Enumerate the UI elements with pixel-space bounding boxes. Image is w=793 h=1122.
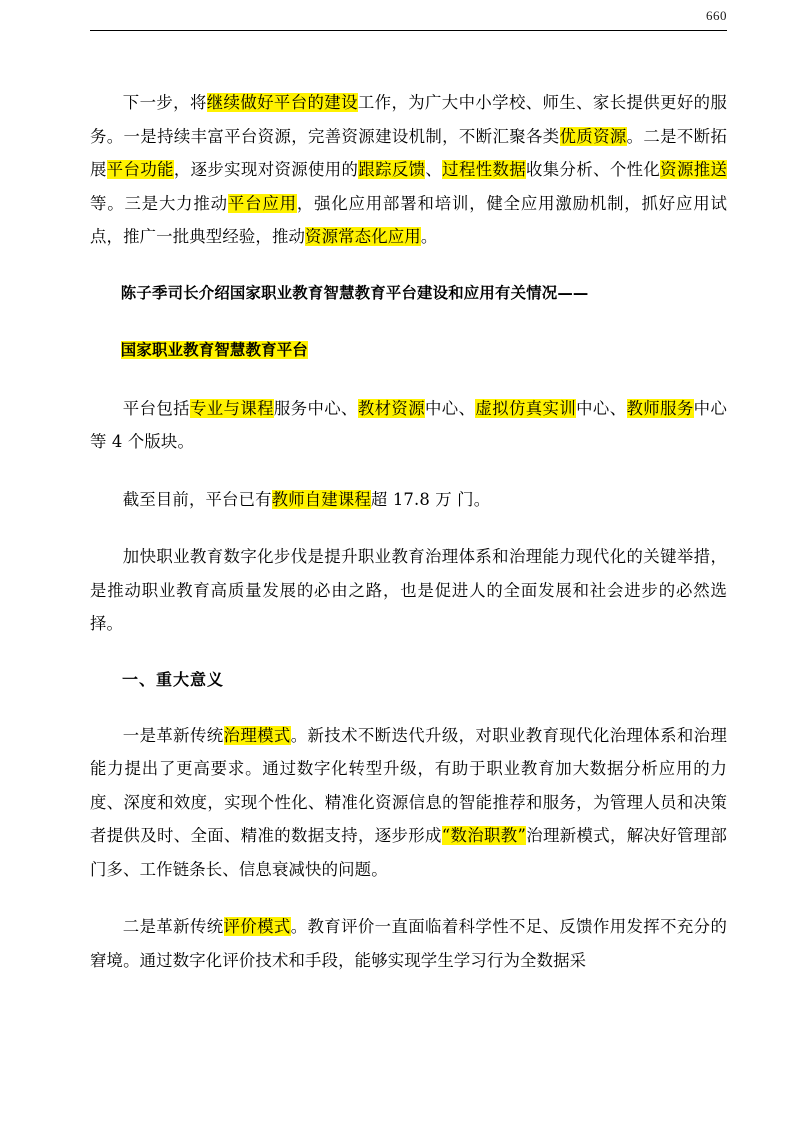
highlight-platform-application: 平台应用 <box>227 193 297 213</box>
highlight-resource-push: 资源推送 <box>660 160 728 179</box>
highlight-governance-model: 治理模式 <box>223 725 291 745</box>
paragraph-platform-title <box>90 335 727 365</box>
highlight-platform-function: 平台功能 <box>106 160 174 179</box>
page-content <box>90 86 727 977</box>
highlight-platform-construction: 继续做好平台的建设 <box>206 93 358 112</box>
paragraph-evaluation-model: 二是革新传统评价模式。教育评价一直面临着科学性不足、反馈作用发挥不充分的窘境。通过数字化评价技术和手段，能够实现学生学习行为全数据采 <box>90 917 728 970</box>
heading-major-significance: 一、重大意义 <box>122 669 225 689</box>
highlight-major-course: 专业与课程 <box>189 398 274 418</box>
highlight-teacher-built-course: 教师自建课程 <box>271 489 371 509</box>
highlight-normalized-application: 资源常态化应用 <box>305 227 421 246</box>
highlight-virtual-simulation: 虚拟仿真实训 <box>475 398 577 418</box>
highlight-tracking-feedback: 跟踪反馈 <box>358 160 426 179</box>
highlight-platform-title: 国家职业教育智慧教育平台 <box>120 340 308 359</box>
paragraph-platform-modules: 平台包括专业与课程服务中心、教材资源中心、虚拟仿真实训中心、教师服务中心等 4 个版块。 <box>90 398 727 451</box>
paragraph-course-count: 截至目前，平台已有教师自建课程超 17.8 万 门。 <box>122 489 491 509</box>
paragraph-speaker-intro: 陈子季司长介绍国家职业教育智慧教育平台建设和应用有关情况—— <box>120 283 589 302</box>
page-number: 660 <box>706 8 727 23</box>
paragraph-governance-model: 一是革新传统治理模式。新技术不断迭代升级，对职业教育现代化治理体系和治理能力提出了更高要求。通过数字化转型升级，有助于职业教育加大数据分析应用的力度、深度和效度，实现个性化、精准化资源信息的智能推荐和服务，为管理人员和决策者提供及时、全面、精准的数据支持，逐步形成“数治职教”治理新模式，解决好管理部门多、工作链条长、信息衰减快的问题。 <box>90 725 728 879</box>
highlight-digital-governance: “数治职教” <box>441 826 526 845</box>
paragraph-next-step: 下一步，将继续做好平台的建设工作，为广大中小学校、师生、家长提供更好的服务。一是持续丰富平台资源，完善资源建设机制，不断汇聚各类优质资源。二是不断拓展平台功能，逐步实现对资源使用的跟踪反馈、过程性数据收集分析、个性化资源推送等。三是大力推动平台应用，强化应用部署和培训，健全应用激励机制，抓好应用试点，推广一批典型经验，推动资源常态化应用。 <box>90 93 728 246</box>
highlight-evaluation-model: 评价模式 <box>223 917 291 936</box>
header-divider <box>90 30 727 31</box>
paragraph-digitalization-significance: 加快职业教育数字化步伐是提升职业教育治理体系和治理能力现代化的关键举措，是推动职业教育高质量发展的必由之路，也是促进人的全面发展和社会进步的必然选择。 <box>90 547 727 633</box>
highlight-teacher-service: 教师服务 <box>626 398 694 418</box>
highlight-process-data: 过程性数据 <box>442 160 527 179</box>
highlight-textbook-resource: 教材资源 <box>357 398 426 418</box>
highlight-quality-resources: 优质资源 <box>559 126 627 146</box>
